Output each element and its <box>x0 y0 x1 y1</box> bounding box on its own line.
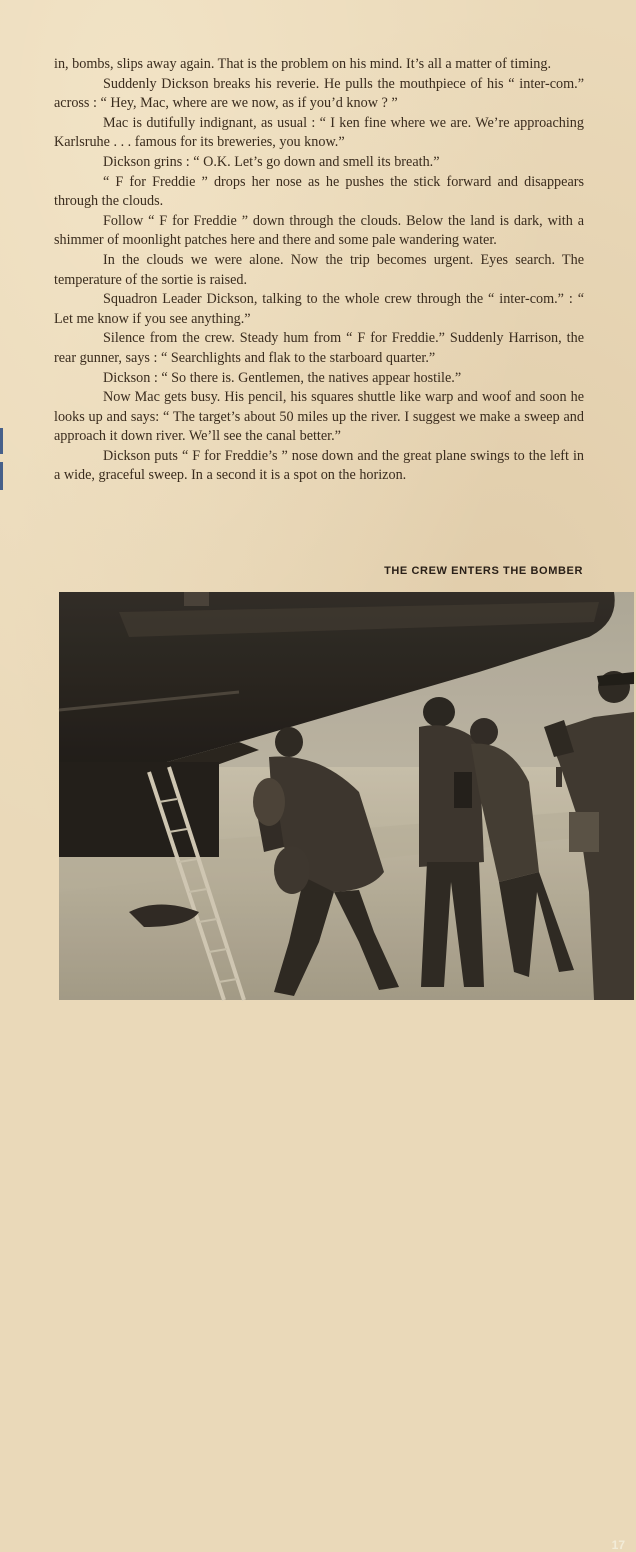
paragraph: Follow “ F for Freddie ” down through the clouds. Below the land is dark, with a shimmer of moonlight patches here and there and some pale wandering water. <box>54 212 584 249</box>
paragraph: Mac is dutifully indignant, as usual : “ I ken fine where we are. We’re approaching Karlsruhe . . . famous for its breweries, you know.” <box>54 114 584 151</box>
page-number: 17 <box>611 1538 625 1552</box>
paragraph: Dickson puts “ F for Freddie’s ” nose down and the great plane swings to the left in a wide, graceful sweep. In a second it is a spot on the horizon. <box>54 447 584 484</box>
paragraph: Now Mac gets busy. His pencil, his squares shuttle like warp and woof and soon he looks up and says: “ The target’s about 50 miles up the river. I suggest we make a sweep and approach it down river. We’ll see the canal better.” <box>54 389 584 445</box>
paragraph: in, bombs, slips away again. That is the problem on his mind. It’s all a matter of timing. <box>54 56 552 72</box>
left-edge-mark <box>0 428 3 454</box>
paragraph: Dickson grins : “ O.K. Let’s go down and smell its breath.” <box>103 153 440 170</box>
paragraph: Squadron Leader Dickson, talking to the whole crew through the “ inter-com.” : “ Let me know if you see anything.” <box>54 291 584 327</box>
left-edge-mark <box>0 462 3 490</box>
paragraph: “ F for Freddie ” drops her nose as he pushes the stick forward and disappears through the clouds. <box>54 173 584 210</box>
paragraph: Silence from the crew. Steady hum from “ F for Freddie.” Suddenly Harrison, the rear gunner, says : “ Searchlights and flak to the starboard quarter.” <box>54 330 584 366</box>
photo-caption: THE CREW ENTERS THE BOMBER <box>384 565 583 577</box>
paragraph: In the clouds we were alone. Now the trip becomes urgent. Eyes search. The temperature of the sortie is raised. <box>54 251 584 288</box>
paragraph: Dickson : “ So there is. Gentlemen, the natives appear hostile.” <box>103 369 462 386</box>
bomber-crew-photo <box>59 592 634 1552</box>
paragraph: Suddenly Dickson breaks his reverie. He pulls the mouthpiece of his “ inter-com.” across : “ Hey, Mac, where are we now, as if you’d know ? ” <box>54 75 584 112</box>
photo-illustration <box>59 592 634 1000</box>
body-text <box>54 55 584 486</box>
